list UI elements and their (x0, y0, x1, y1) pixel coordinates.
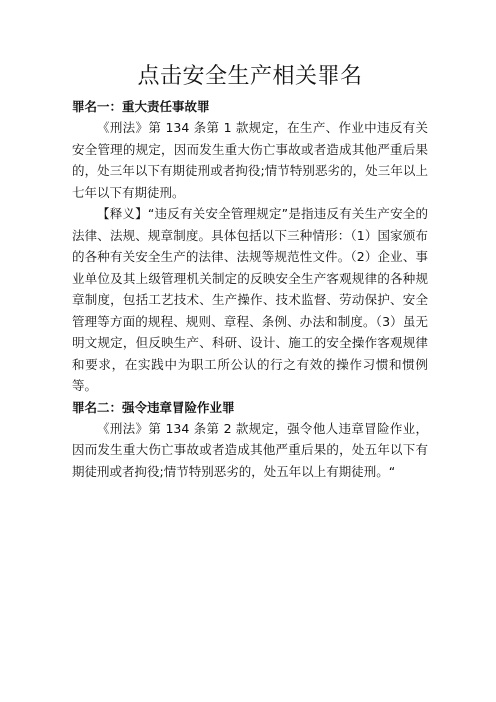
section-crime-1 (72, 96, 428, 397)
section-heading: 罪名一：重大责任事故罪 (72, 99, 210, 114)
document-title: 点击安全生产相关罪名 (137, 64, 363, 89)
section-heading: 罪名二：强令违章冒险作业罪 (72, 399, 235, 415)
section-paragraph: 《刑法》第 134 条第 2 款规定，强令他人违章冒险作业，因而发生重大伤亡事故或者造成其他严重后果的，处五年以下有期徒刑或者拘役;情节特别恶劣的，处五年以上有期徒刑。“ (72, 420, 428, 479)
section-paragraph: 《刑法》第 134 条第 1 款规定，在生产、作业中违反有关安全管理的规定，因而发生重大伤亡事故或者造成其他严重后果的，处三年以下有期徒刑或者拘役;情节特别恶劣的，处三年以上七年以下有期徒刑。 (72, 120, 428, 200)
section-paragraph: 【释义】“违反有关安全管理规定”是指违反有关生产安全的法律、法规、规章制度。具体包括以下三种情形：（1）国家颁布的各种有关安全生产的法律、法规等规范性文件。（2）企业、事业单位及其上级管理机关制定的反映安全生产客观规律的各种规章制度，包括工艺技术、生产操作、技术监督、劳动保护、安全管理等方面的规程、规则、章程、条例、办法和制度。（3）虽无明文规定，但反映生产、科研、设计、施工的安全操作客观规律和要求，在实践中为职工所公认的行之有效的操作习惯和惯例等。 (72, 206, 428, 393)
section-crime-2 (72, 397, 428, 483)
document-page (72, 62, 428, 482)
